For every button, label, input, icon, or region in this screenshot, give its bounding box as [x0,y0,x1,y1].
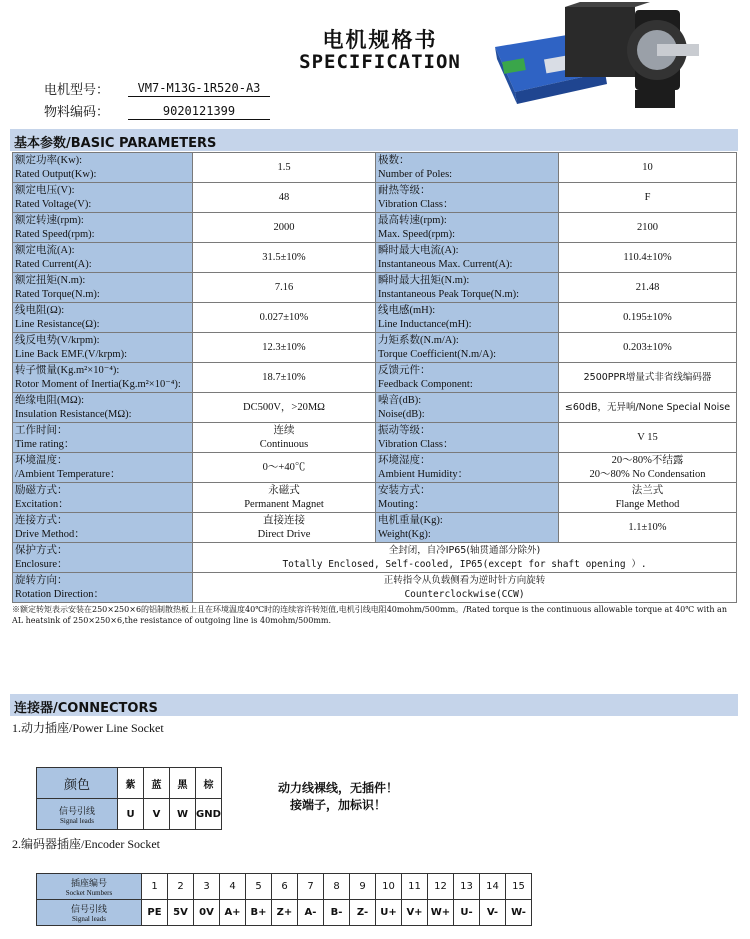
section-basic-parameters: 基本参数/BASIC PARAMETERS [10,129,738,151]
spec-row [13,213,737,243]
param-label-cn: 噪音(dB): [378,394,422,406]
value-span-cn: 全封闭，自冷IP65(轴贯通部分除外) [388,544,541,556]
param-label-cn: 安装方式： [378,484,431,496]
encoder-socket-table [36,873,532,926]
value-left: 0.027±10% [259,311,309,323]
spec-row [13,183,737,213]
section-connectors: 连接器/CONNECTORS [10,694,738,716]
param-label-left [13,483,193,513]
param-label-left [13,303,193,333]
param-label-cn: 振动等级： [378,424,431,436]
param-value-right [559,363,737,393]
param-label-cn: 线电阻(Ω): [15,304,65,316]
signal-lead-cell: V+ [402,900,428,926]
spec-row [13,153,737,183]
value-right: 2500PPR增量式非省线编码器 [583,371,712,383]
param-label-en: Mouting： [378,498,425,510]
param-label-left [13,273,193,303]
value-right: 10 [642,161,653,173]
param-value-left [193,393,376,423]
param-label-en: Line Inductance(mH): [378,318,472,330]
param-label-cn: 额定扭矩(N.m): [15,274,86,286]
socket-number-row [37,874,532,900]
spec-row [13,483,737,513]
lead-cell: V [144,799,170,830]
socket-number-cell: 3 [194,874,220,900]
spec-row-span [13,543,737,573]
value-left: 永磁式 [268,484,300,496]
signal-lead-cell: 5V [168,900,194,926]
param-value-left [193,183,376,213]
param-value-right [559,213,737,243]
param-label-en: Drive Method： [15,528,85,540]
param-label-left [13,153,193,183]
signal-lead-label: 信号引线 [70,905,107,915]
param-value-right [559,183,737,213]
signal-lead-cell: V- [480,900,506,926]
param-value-right [559,453,737,483]
power-note-line-1: 动力线裸线，无插件！ [277,781,398,795]
signal-lead-cell: Z- [350,900,376,926]
encoder-socket-title: 2.编码器插座/Encoder Socket [12,837,160,851]
value-span-en: Totally Enclosed, Self-cooled, IP65(except for shaft opening ）. [282,558,647,570]
param-value-right [559,243,737,273]
param-label-en: Insulation Resistance(MΩ): [15,408,132,420]
signal-lead-cell: U- [454,900,480,926]
material-label: 物料编码： [44,105,110,120]
spec-row [13,453,737,483]
param-label-left [13,393,193,423]
param-label-right [376,363,559,393]
color-row [37,768,222,799]
param-label-cn: 最高转速(rpm): [378,214,447,226]
model-label: 电机型号： [44,83,110,98]
param-label-en: Rated Output(Kw): [15,168,97,180]
param-value-left [193,453,376,483]
param-value-right [559,513,737,543]
param-label-en: Vibration Class： [378,198,454,210]
param-label-right [376,513,559,543]
product-image [485,2,700,120]
socket-number-cell: 6 [272,874,298,900]
param-value-right [559,153,737,183]
value-span-cn: 正转指令从负载侧看为逆时针方向旋转 [383,574,546,586]
param-label-en: Line Back EMF.(V/krpm): [15,348,128,360]
param-label-cn: 环境温度： [15,454,68,466]
value-left-en: Direct Drive [257,528,311,540]
param-value-left [193,423,376,453]
signal-lead-cell: A- [298,900,324,926]
param-label-cn: 反馈元件： [378,364,431,376]
param-label-en: Rated Current(A): [15,258,92,270]
signal-lead-cell: PE [142,900,168,926]
param-value-left [193,213,376,243]
spec-row [13,273,737,303]
param-label-cn: 瞬时最大扭矩(N.m): [378,274,470,286]
socket-number-cell: 12 [428,874,454,900]
value-left-en: Continuous [259,438,309,450]
param-label-en: Number of Poles: [378,168,453,180]
param-label-cn: 转子惯量(Kg.m²×10⁻⁴): [15,364,120,376]
value-right: 21.48 [635,281,660,293]
value-left: DC500V，>20MΩ [243,401,325,413]
param-label-right [376,423,559,453]
value-right: ≤60dB，无异响/None Special Noise [564,401,731,413]
lead-cell: U [118,799,144,830]
param-label-cn: 工作时间： [15,424,68,436]
value-right: 2100 [637,221,658,233]
value-right: 0.195±10% [623,311,672,323]
param-label-cn: 线电感(mH): [378,304,436,316]
value-right: 20～80%不结露 [611,454,684,466]
param-label-cn: 保护方式： [15,544,68,556]
param-label-left [13,333,193,363]
param-label-en: Feedback Component: [378,378,473,390]
param-label-left [13,513,193,543]
param-label-en: /Ambient Temperature： [15,468,121,480]
value-left: 0～+40℃ [262,461,306,473]
param-label-left [13,363,193,393]
param-value-span [193,573,737,603]
footnote: ※额定转矩表示安装在250×250×6的铝制散热板上且在环境温度40℃时的连续容许转矩值,电机引线电阻40mohm/500mm。/Rated torque is the continuous allowable torque at 40℃ with an AL heatsink of 250×250×6,the resistance of outgoing line is 40mohm/500mm. [12,605,727,625]
param-label-en: Ambient Humidity： [378,468,469,480]
param-label-en: Vibration Class： [378,438,454,450]
param-label-right [376,393,559,423]
param-label-en: Excitation： [15,498,69,510]
value-right: F [644,191,651,203]
value-left: 直接连接 [263,514,305,526]
param-label-en: Rotation Direction： [15,588,104,600]
param-label-cn: 额定功率(Kw): [15,154,83,166]
param-label-left [13,243,193,273]
material-value: 9020121399 [128,104,270,120]
power-line-note [268,780,408,814]
param-label-left [13,453,193,483]
param-value-left [193,483,376,513]
param-label-en: Rated Speed(rpm): [15,228,95,240]
color-label-cell [37,768,118,799]
signal-lead-cell: Z+ [272,900,298,926]
spec-row [13,363,737,393]
socket-number-cell: 8 [324,874,350,900]
param-label-right [376,453,559,483]
title-english: SPECIFICATION [299,51,461,73]
param-label-cn: 额定电流(A): [15,244,75,256]
param-value-left [193,513,376,543]
socket-number-label: 插座编号 [70,879,107,889]
param-label-cn: 电机重量(Kg): [378,514,443,526]
param-label-left [13,543,193,573]
param-label-en: Weight(Kg): [378,528,431,540]
param-label-right [376,153,559,183]
value-left: 18.7±10% [262,371,306,383]
value-right: 法兰式 [631,484,664,496]
socket-number-cell: 11 [402,874,428,900]
param-value-right [559,393,737,423]
param-label-en: Instantaneous Max. Current(A): [378,258,513,270]
socket-number-cell: 7 [298,874,324,900]
socket-number-cell: 15 [506,874,532,900]
value-left: 48 [278,191,290,203]
spec-row [13,303,737,333]
param-label-left [13,183,193,213]
value-left-en: Permanent Magnet [244,498,324,510]
power-socket-title: 1.动力插座/Power Line Socket [12,721,164,735]
param-label-cn: 绝缘电阻(MΩ): [15,394,85,406]
value-right-en: Flange Method [615,498,680,510]
param-label-cn: 额定转速(rpm): [15,214,84,226]
socket-number-cell: 14 [480,874,506,900]
signal-lead-cell: 0V [194,900,220,926]
socket-number-cell: 1 [142,874,168,900]
spec-row [13,513,737,543]
param-value-left [193,273,376,303]
signal-lead-label-en: Signal leads [71,915,107,923]
servo-motor-image [565,2,699,108]
param-label-cn: 额定电压(V): [15,184,75,196]
lead-row [37,799,222,830]
value-left: 连续 [273,424,295,436]
lead-cell: W [170,799,196,830]
param-label-cn: 耐热等级： [378,184,431,196]
value-span-en: Counterclockwise(CCW) [404,588,525,600]
value-left: 7.16 [274,281,294,293]
color-cell: 紫 [118,768,144,799]
param-label-en: Torque Coefficient(N.m/A): [378,348,497,360]
param-label-en: Line Resistance(Ω): [15,318,100,330]
param-label-en: Noise(dB): [378,408,425,420]
param-label-cn: 励磁方式： [15,484,68,496]
spec-row [13,423,737,453]
param-value-right [559,333,737,363]
lead-label-cell [37,799,118,830]
color-label: 颜色 [63,777,90,793]
spec-row [13,393,737,423]
color-cell: 蓝 [144,768,170,799]
value-right: 0.203±10% [623,341,672,353]
basic-parameters-table [12,152,737,603]
value-left: 12.3±10% [262,341,306,353]
param-label-cn: 旋转方向： [15,574,68,586]
param-label-en: Time rating： [15,438,75,450]
model-value: VM7-M13G-1R520-A3 [128,81,270,97]
spec-row [13,243,737,273]
param-value-right [559,273,737,303]
power-note-line-2: 接端子，加标识！ [289,798,386,812]
signal-lead-cell: U+ [376,900,402,926]
param-label-en: Rated Torque(N.m): [15,288,100,300]
material-row [44,101,126,120]
param-label-left [13,573,193,603]
lead-label-en: Signal leads [59,816,95,825]
param-label-en: Rotor Moment of Inertia(Kg.m²×10⁻⁴): [15,378,181,390]
param-value-left [193,153,376,183]
param-label-en: Instantaneous Peak Torque(N.m): [378,288,520,300]
lead-cell: GND [196,799,222,830]
param-value-right [559,423,737,453]
socket-number-cell: 2 [168,874,194,900]
socket-number-cell: 9 [350,874,376,900]
signal-lead-cell: W+ [428,900,454,926]
param-label-cn: 环境湿度： [378,454,431,466]
param-value-right [559,483,737,513]
value-right: 110.4±10% [623,251,672,263]
signal-lead-cell: B- [324,900,350,926]
param-label-right [376,213,559,243]
value-right-en: 20～80% No Condensation [589,468,706,480]
socket-number-cell: 10 [376,874,402,900]
param-value-span [193,543,737,573]
spec-row [13,333,737,363]
param-label-right [376,183,559,213]
value-left: 2000 [273,221,295,233]
signal-lead-label-cell [37,900,142,926]
param-label-right [376,303,559,333]
signal-lead-cell: A+ [220,900,246,926]
title-chinese: 电机规格书 [322,28,438,52]
param-label-left [13,213,193,243]
param-value-right [559,303,737,333]
socket-number-cell: 13 [454,874,480,900]
param-label-en: Rated Voltage(V): [15,198,92,210]
param-label-cn: 连接方式： [15,514,68,526]
socket-number-label-cell [37,874,142,900]
param-value-left [193,243,376,273]
param-value-left [193,333,376,363]
color-cell: 黑 [170,768,196,799]
value-right: V 15 [637,431,658,443]
lead-label: 信号引线 [58,806,95,817]
value-left: 1.5 [277,161,291,173]
param-label-en: Max. Speed(rpm): [378,228,455,240]
param-label-en: Enclosure： [15,558,68,570]
param-label-cn: 瞬时最大电流(A): [378,244,459,256]
param-value-left [193,303,376,333]
param-label-right [376,243,559,273]
signal-lead-cell: W- [506,900,532,926]
param-label-right [376,273,559,303]
param-label-left [13,423,193,453]
param-label-cn: 线反电势(V/krpm): [15,334,100,346]
color-cell: 棕 [196,768,222,799]
value-left: 31.5±10% [262,251,306,263]
param-label-cn: 极数： [378,154,410,166]
signal-lead-cell: B+ [246,900,272,926]
param-label-right [376,483,559,513]
value-right: 1.1±10% [628,521,667,533]
signal-lead-row [37,900,532,926]
socket-number-cell: 5 [246,874,272,900]
power-socket-table [36,767,222,830]
socket-number-label-en: Socket Numbers [65,889,113,897]
socket-number-cell: 4 [220,874,246,900]
param-label-cn: 力矩系数(N.m/A): [378,334,459,346]
param-value-left [193,363,376,393]
model-row [44,79,126,98]
param-label-right [376,333,559,363]
spec-row-span [13,573,737,603]
